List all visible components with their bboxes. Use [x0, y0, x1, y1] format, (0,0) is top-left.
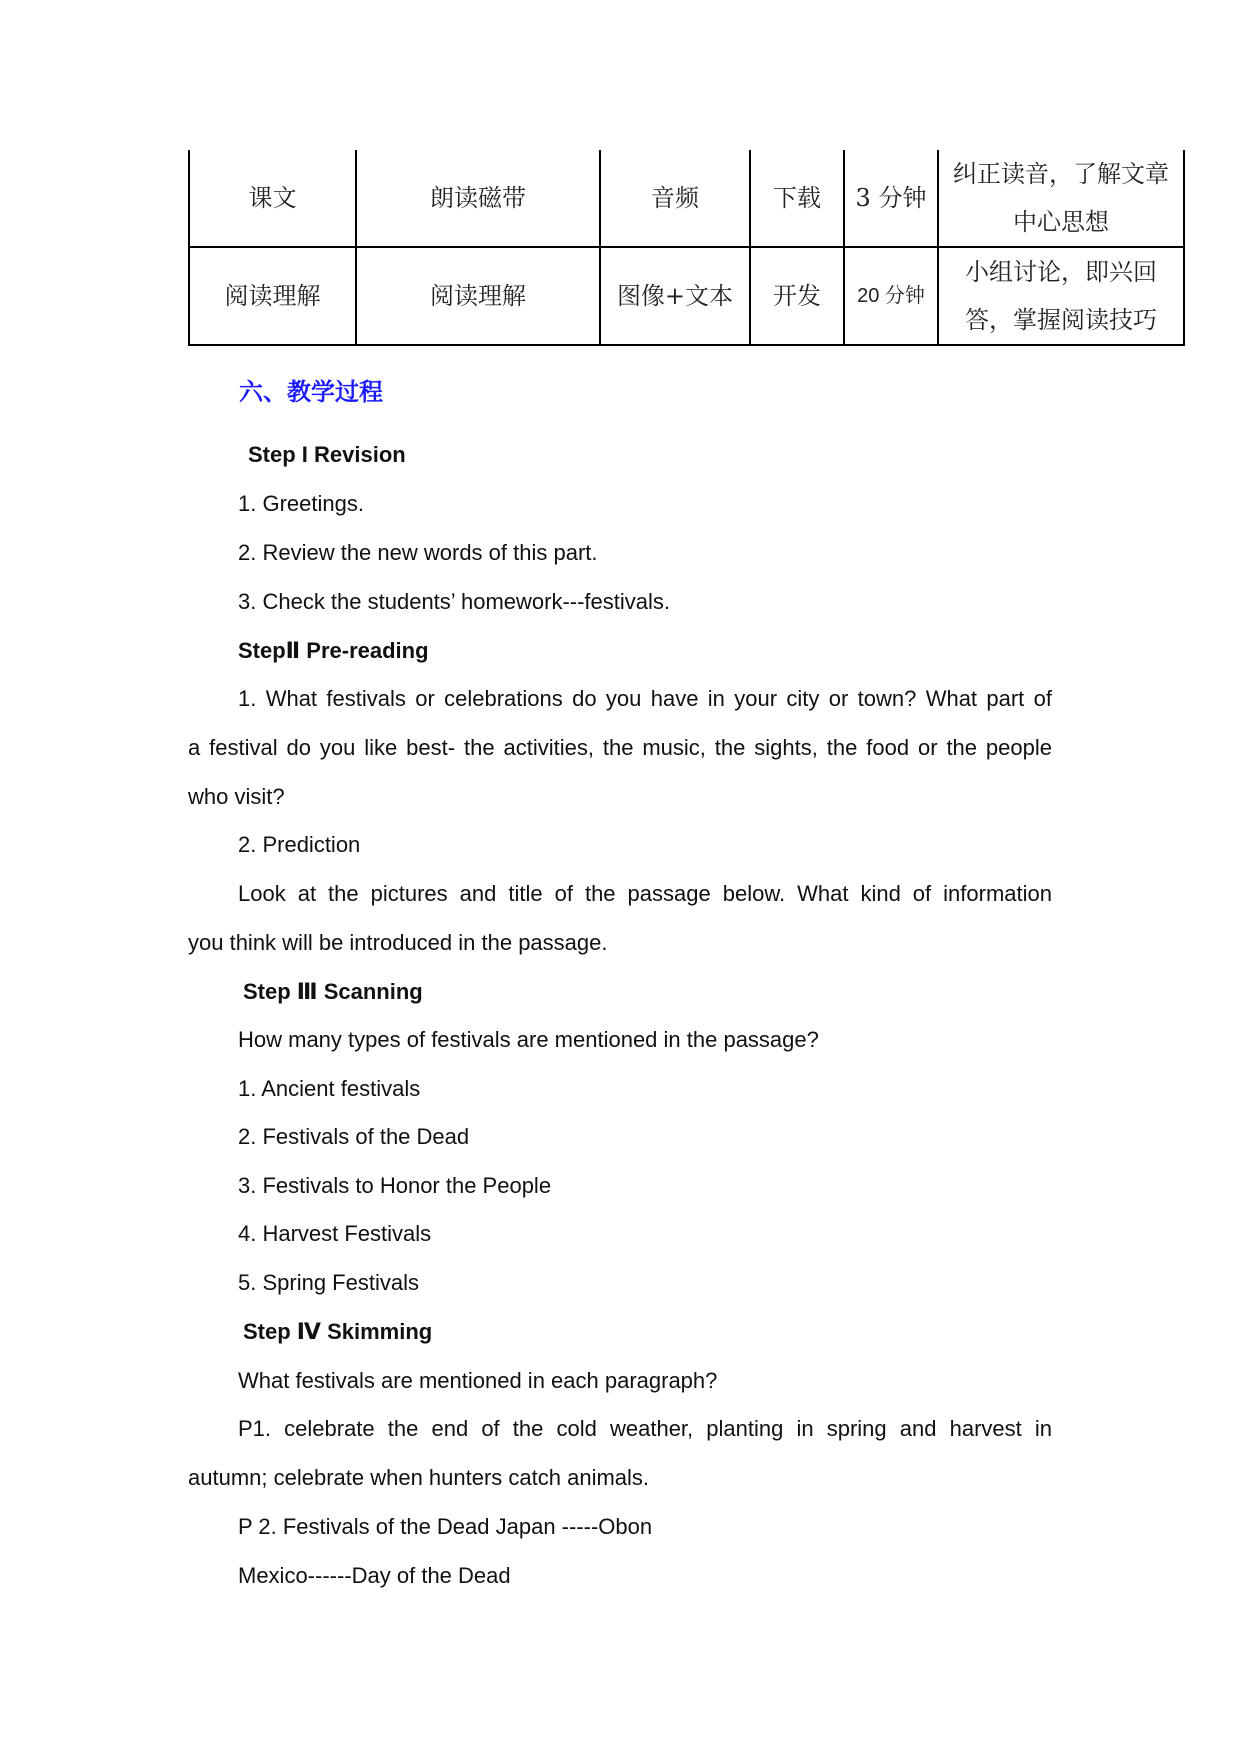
step3-item-spring: 5. Spring Festivals — [238, 1270, 419, 1295]
step3-item-harvest: 4. Harvest Festivals — [238, 1221, 432, 1246]
table-row — [189, 247, 1184, 345]
step3-item-ancient: 1. Ancient festivals — [238, 1076, 421, 1101]
step2-prediction-line1: Look at the pictures and title of the passage below. What kind of information — [238, 881, 1052, 906]
step3-question: How many types of festivals are mentioned in the passage? — [238, 1027, 819, 1052]
step4-p1-line2: autumn; celebrate when hunters catch animals. — [188, 1465, 650, 1490]
table-cell-content: 课文 — [189, 150, 356, 247]
step4-question: What festivals are mentioned in each paragraph? — [238, 1368, 718, 1393]
step2-prediction: 2. Prediction — [238, 832, 361, 857]
table-cell-resource: 阅读理解 — [356, 247, 600, 345]
step4-p2-mexico: Mexico------Day of the Dead — [238, 1563, 511, 1588]
step1-title: Step I Revision — [248, 442, 406, 467]
table-cell-purpose: 小组讨论，即兴回答，掌握阅读技巧 — [938, 247, 1184, 345]
table-row — [189, 150, 1184, 247]
step2-prediction-line2: you think will be introduced in the passage. — [188, 930, 608, 955]
table-cell-resource: 朗读磁带 — [356, 150, 600, 247]
table-cell-source: 开发 — [750, 247, 844, 345]
step1-item-homework: 3. Check the students’ homework---festivals. — [238, 589, 671, 614]
table-cell-media-type: 音频 — [600, 150, 750, 247]
step3-title: Step Ⅲ Scanning — [243, 979, 423, 1004]
step2-question-line2: a festival do you like best- the activities, the music, the sights, the food or the people — [188, 735, 1052, 760]
step4-p2-line: P 2. Festivals of the Dead Japan -----Obon — [238, 1514, 653, 1539]
table-cell-time: 3 分钟 — [844, 150, 938, 247]
table-cell-content: 阅读理解 — [189, 247, 356, 345]
step2-question-line1: 1. What festivals or celebrations do you have in your city or town? What part of — [238, 686, 1052, 711]
table-cell-time: 20 分钟 — [844, 247, 938, 345]
resource-table — [188, 150, 1185, 346]
step2-question-line3: who visit? — [188, 784, 285, 809]
table-cell-source: 下载 — [750, 150, 844, 247]
step1-item-review: 2. Review the new words of this part. — [238, 540, 598, 565]
step1-item-greetings: 1. Greetings. — [238, 491, 364, 516]
step3-item-dead: 2. Festivals of the Dead — [238, 1124, 470, 1149]
step4-title: Step Ⅳ Skimming — [243, 1319, 433, 1344]
table-cell-media-type: 图像+文本 — [600, 247, 750, 345]
step3-item-honor: 3. Festivals to Honor the People — [238, 1173, 552, 1198]
section-heading: 六、教学过程 — [239, 377, 383, 406]
step4-p1-line1: P1. celebrate the end of the cold weather, planting in spring and harvest in — [238, 1416, 1052, 1441]
step2-title: StepⅡ Pre-reading — [238, 638, 429, 663]
table-cell-purpose: 纠正读音，了解文章中心思想 — [938, 150, 1184, 247]
